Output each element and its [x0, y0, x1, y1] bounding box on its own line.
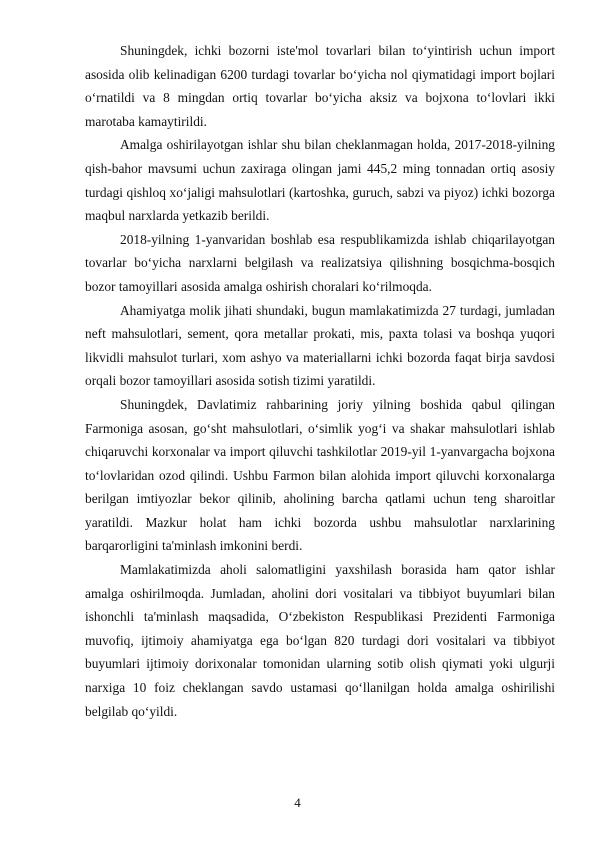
paragraph-3: 2018-yilning 1-yanvaridan boshlab esa respublikamizda ishlab chiqarilayotgan tovarlar bo‘yicha narxlarni belgilash va realizatsiya qilishning bosqichma-bosqich bozor tamoyillari asosida amalga oshirish choralari ko‘rilmoqda.: [85, 231, 555, 294]
paragraph-5: Shuningdek, Davlatimiz rahbarining joriy yilning boshida qabul qilingan Farmoniga asosan, go‘sht mahsulotlari, o‘simlik yog‘i va shakar mahsulotlari ishlab chiqaruvchi korxonalar va import qiluvchi tashkilotlar 2019-yil 1-yanvargacha bojxona to‘lovlaridan ozod qilindi. Ushbu Farmon bilan alohida import qiluvchi korxonalarga berilgan imtiyozlar bekor qilinib, aholining barcha qatlami uchun teng sharoitlar yaratildi. Mazkur holat ham ichki bozorda ushbu mahsulotlar narxlarining barqarorligini ta'minlash imkonini berdi.: [85, 396, 555, 554]
paragraph-6: Mamlakatimizda aholi salomatligini yaxshilash borasida ham qator ishlar amalga oshirilmoqda. Jumladan, aholini dori vositalari va tibbiyot buyumlari bilan ishonchli ta'minlash maqsadida, O‘zbekiston Respublikasi Prezidenti Farmoniga muvofiq, ijtimoiy ahamiyatga ega bo‘lgan 820 turdagi dori vositalari va tibbiyot buyumlari ijtimoiy dorixonalar tomonidan ularning sotib olish qiymati yoki ulgurji narxiga 10 foiz cheklangan savdo ustamasi qo‘llanilgan holda amalga oshirilishi belgilab qo‘yildi.: [85, 562, 555, 719]
paragraph-4: Ahamiyatga molik jihati shundaki, bugun mamlakatimizda 27 turdagi, jumladan neft mahsulotlari, sement, qora metallar prokati, mis, paxta tolasi va boshqa yuqori likvidli mahsulot turlari, xom ashyo va materiallarni ichki bozorda faqat birja savdosi orqali bozor tamoyillari asosida sotish tizimi yaratildi.: [85, 302, 555, 389]
page-body: [85, 39, 555, 723]
paragraph-2: Amalga oshirilayotgan ishlar shu bilan cheklanmagan holda, 2017-2018-yilning qish-bahor mavsumi uchun zaxiraga olingan jami 445,2 ming tonnadan ortiq asosiy turdagi qishloq xo‘jaligi mahsulotlari (kartoshka, guruch, sabzi va piyoz) ichki bozorga maqbul narxlarda yetkazib berildi.: [85, 137, 555, 224]
paragraph-1: Shuningdek, ichki bozorni iste'mol tovarlari bilan to‘yintirish uchun import asosida olib kelinadigan 6200 turdagi tovarlar bo‘yicha nol qiymatidagi import bojlari o‘rnatildi va 8 mingdan ortiq tovarlar bo‘yicha aksiz va bojxona to‘lovlari ikki marotaba kamaytirildi.: [85, 43, 555, 129]
page-number: 4: [294, 795, 301, 810]
